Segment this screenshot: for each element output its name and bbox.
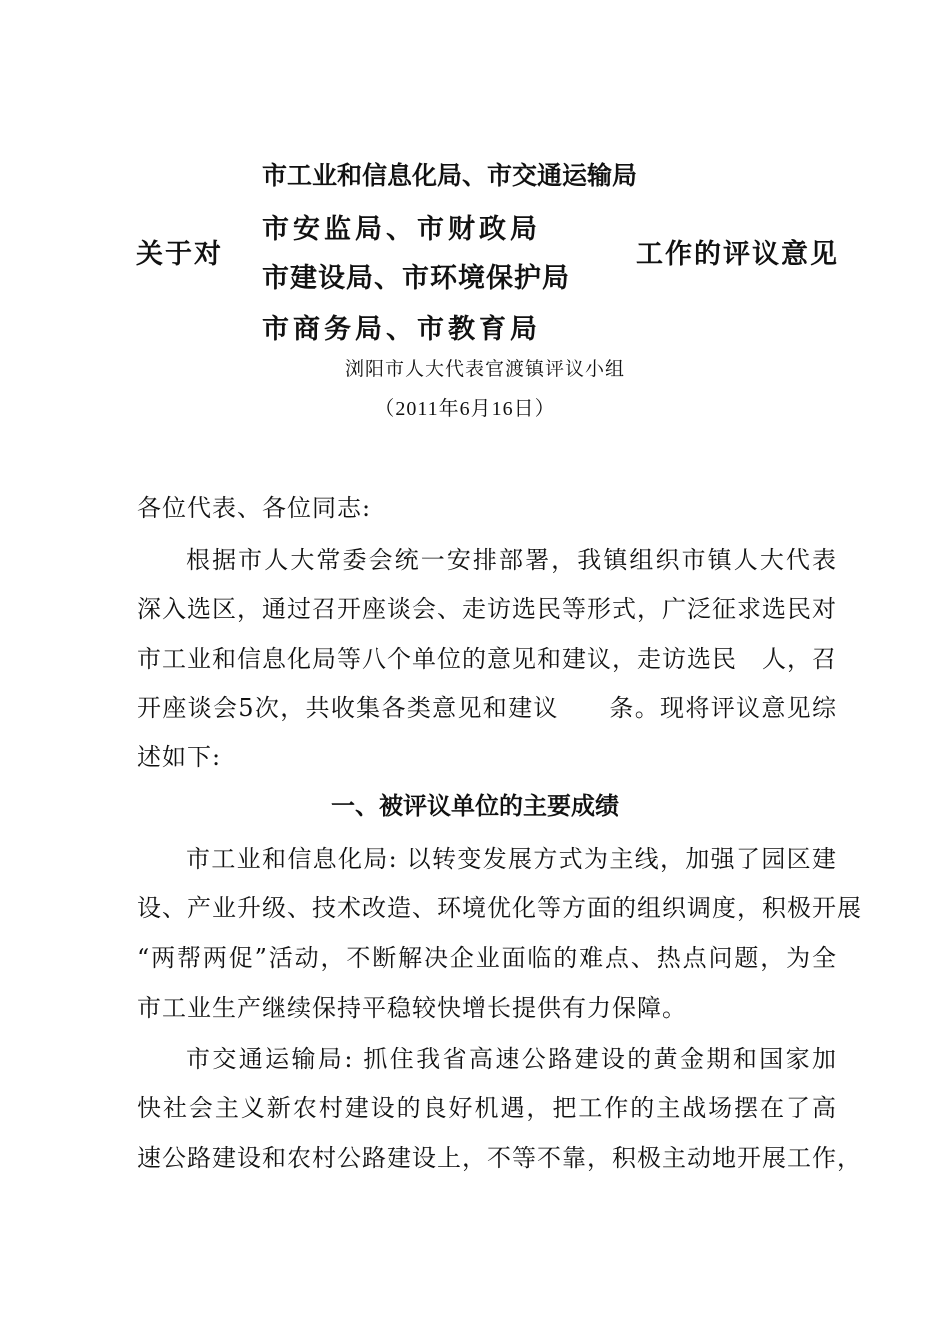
paragraph-line: 速公路建设和农村公路建设上，不等不靠，积极主动地开展工作， — [137, 1144, 862, 1172]
paragraph-line: 市工业和信息化局: 以转变发展方式为主线，加强了园区建 — [186, 845, 837, 873]
paragraph-line: 快社会主义新农村建设的良好机遇，把工作的主战场摆在了高 — [137, 1094, 837, 1122]
intro-line: 深入选区，通过召开座谈会、走访选民等形式，广泛征求选民对 — [137, 595, 837, 623]
paragraph-line: “两帮两促”活动，不断解决企业面临的难点、热点问题，为全 — [137, 944, 837, 972]
title-suffix: 工作的评议意见 — [636, 239, 839, 270]
paragraph-line: 市交通运输局: 抓住我省高速公路建设的黄金期和国家加 — [186, 1045, 837, 1073]
paragraph-line: 市工业生产继续保持平稳较快增长提供有力保障。 — [137, 994, 687, 1022]
section-heading: 一、被评议单位的主要成绩 — [331, 792, 619, 820]
intro-line: 根据市人大常委会统一安排部署，我镇组织市镇人大代表 — [186, 546, 837, 574]
title-unit-line-1: 市工业和信息化局、市交通运输局 — [262, 161, 638, 190]
title-unit-line-2: 市安监局、市财政局 — [262, 214, 541, 245]
subtitle-date: （2011年6月16日） — [374, 398, 556, 420]
title-unit-line-4: 市商务局、市教育局 — [262, 314, 541, 345]
paragraph-line: 设、产业升级、技术改造、环境优化等方面的组织调度，积极开展 — [137, 894, 862, 922]
title-unit-line-3: 市建设局、市环境保护局 — [262, 263, 570, 294]
intro-line: 开座谈会5次，共收集各类意见和建议 条。现将评议意见综 — [137, 694, 837, 722]
subtitle-organization: 浏阳市人大代表官渡镇评议小组 — [344, 358, 625, 380]
salutation: 各位代表、各位同志: — [137, 494, 372, 522]
intro-line: 述如下: — [137, 743, 222, 771]
intro-line: 市工业和信息化局等八个单位的意见和建议，走访选民 人，召 — [137, 645, 837, 673]
title-prefix: 关于对 — [136, 239, 223, 270]
